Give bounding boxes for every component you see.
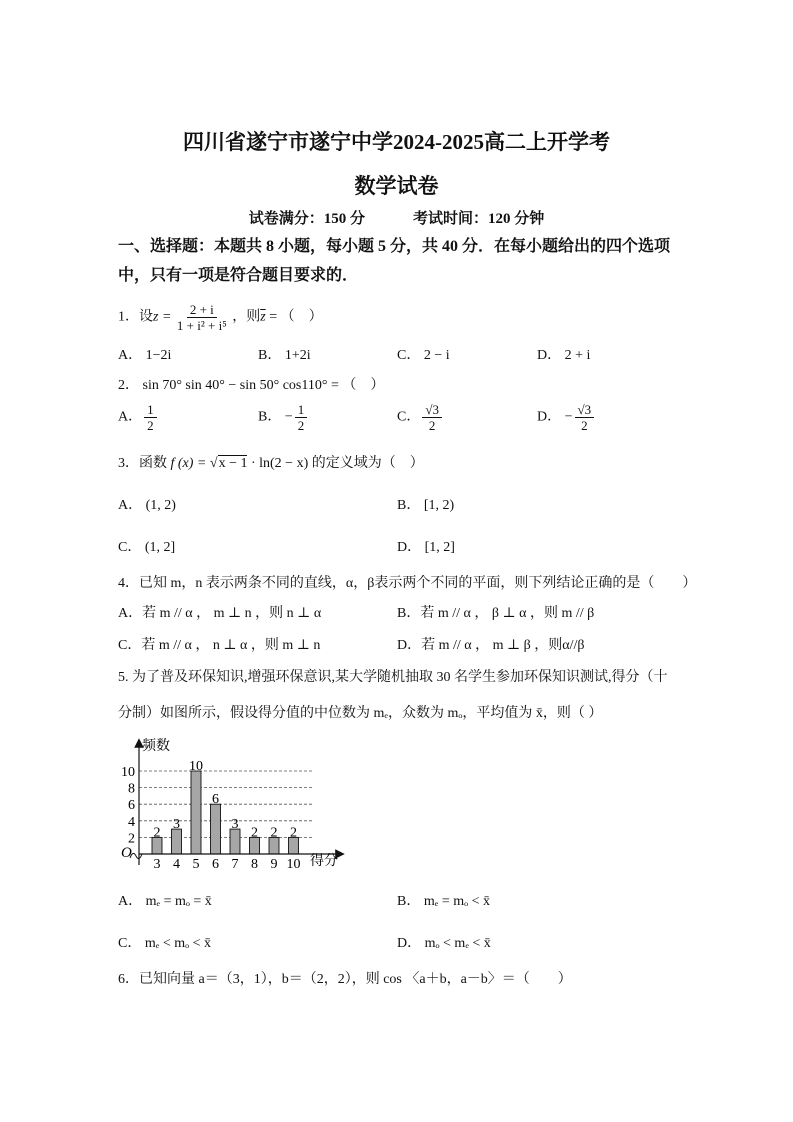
bar-value-label: 6: [212, 792, 219, 808]
q4-option-c: C．若 m // α ， n ⊥ α ，则 m ⊥ n: [118, 638, 321, 653]
x-axis-title: 得分: [310, 854, 338, 868]
q5-option-c: C． mₑ < mₒ < x̄: [118, 936, 212, 951]
x-tick-label: 3: [153, 857, 161, 868]
exam-info: [0, 207, 793, 228]
q1-option-b: B． 1+2i: [258, 348, 311, 363]
q3-option-b: B． [1, 2): [397, 498, 455, 513]
page-subtitle: 数学试卷: [354, 174, 439, 198]
q2-option-c: C． $\frac{√3}{2}$: [397, 402, 444, 433]
x-tick-label: 10: [286, 857, 301, 868]
q5-option-b: B． mₑ = mₒ < x̄: [397, 894, 491, 909]
x-tick-label: 8: [251, 857, 258, 868]
bar-value-label: 2: [251, 825, 258, 841]
q2-option-d: D． − $\frac{√3}{2}$: [537, 402, 596, 433]
q1-option-a: A． 1−2i: [118, 348, 172, 363]
question-3: 3．函数 f (x) = √x − 1 · ln(2 − x) 的定义域为（ ）: [118, 456, 424, 471]
y-tick-label: 8: [128, 781, 135, 797]
x-tick-label: 4: [173, 857, 180, 868]
x-tick-label: 9: [270, 857, 278, 868]
question-4: 4．已知 m，n 表示两条不同的直线，α，β表示两个不同的平面，则下列结论正确的是（ ）: [118, 576, 697, 591]
q5-option-a: A． mₑ = mₒ = x̄: [118, 894, 212, 909]
q5-option-d: D． mₒ < mₑ < x̄: [397, 936, 491, 951]
bar-value-label: 3: [231, 817, 239, 833]
section-heading: 一、选择题：本题共 8 小题，每小题 5 分，共 40 分．在每小题给出的四个选项中，只有一项是符合题目要求的．: [118, 238, 671, 284]
q1-option-c: C． 2 − i: [397, 348, 450, 363]
q3-option-d: D． [1, 2]: [397, 540, 455, 555]
bar-6: [211, 804, 221, 854]
y-axis-title: 频数: [142, 739, 170, 754]
bar-4: [172, 829, 182, 854]
bar-value-label: 2: [270, 825, 278, 841]
y-tick-label: 10: [121, 765, 135, 780]
frequency-bar-chart: [118, 733, 348, 868]
question-1: 1．设z = $\frac{2 + i}{\text{1 + i² + i⁵}}$ ，则$\overline{z}$ = （ ）: [118, 302, 323, 333]
x-tick-label: 5: [192, 857, 200, 868]
y-tick-label: 6: [128, 798, 135, 814]
bar-7: [230, 829, 240, 854]
q4-option-d: D．若 m // α ， m ⊥ β ，则α//β: [397, 638, 585, 653]
q1-fraction: $\frac{2 + i}{\text{1 + i² + i⁵}}$: [176, 302, 227, 333]
q3-option-a: A． (1, 2): [118, 498, 176, 513]
question-6: 6．已知向量 a＝（3，1），b＝（2，2），则 cos 〈a＋b，a－b〉＝（ ）: [118, 972, 572, 987]
exam-time: 考试时间：120 分钟: [413, 211, 545, 227]
q4-option-b: B．若 m // α ， β ⊥ α ，则 m // β: [397, 606, 595, 621]
x-tick-label: 7: [231, 857, 239, 868]
q1-option-d: D． 2 + i: [537, 348, 591, 363]
question-2: 2． sin 70° sin 40° − sin 50° cos110° = （ ）: [118, 378, 385, 393]
bar-value-label: 2: [153, 825, 161, 841]
question-5-line1: 5. 为了普及环保知识,增强环保意识,某大学随机抽取 30 名学生参加环保知识测试,得分（十: [118, 670, 668, 685]
q2-option-b: B． − $\frac{1}{2}$: [258, 402, 309, 433]
bar-value-label: 2: [290, 825, 297, 841]
bar-value-label: 3: [173, 817, 180, 833]
full-score: 试卷满分：150 分: [248, 211, 365, 227]
page-title: 四川省遂宁市遂宁中学2024-2025高二上开学考: [183, 130, 610, 154]
y-tick-label: 4: [128, 814, 135, 830]
x-tick-label: 6: [212, 857, 219, 868]
q4-option-a: A．若 m // α ， m ⊥ n ，则 n ⊥ α: [118, 606, 322, 621]
y-tick-label: 2: [128, 831, 135, 847]
origin-label: O: [121, 845, 132, 861]
q3-option-c: C． (1, 2]: [118, 540, 176, 555]
q2-option-a: A． $\frac{1}{2}$: [118, 402, 159, 433]
question-5-line2: 分制）如图所示，假设得分值的中位数为 mₑ，众数为 mₒ，平均值为 x̄，则（ ）: [118, 706, 603, 721]
bar-value-label: 10: [189, 759, 203, 774]
bar-5: [191, 771, 201, 854]
